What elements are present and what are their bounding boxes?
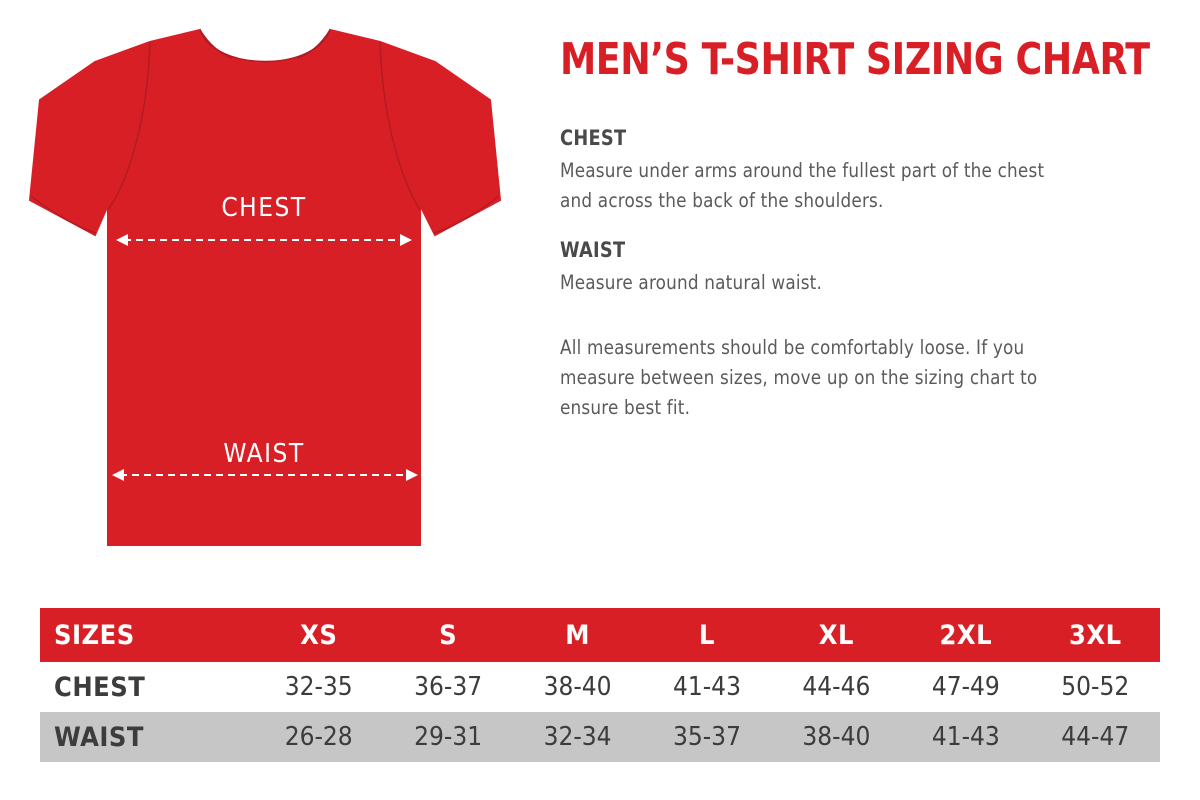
column-header-xl: XL [772, 608, 901, 662]
cell-chest-2xl: 47-49 [901, 662, 1030, 712]
column-header-xs: XS [254, 608, 383, 662]
general-note-block [560, 333, 1140, 424]
cell-waist-m: 32-34 [513, 712, 642, 762]
column-header-l: L [642, 608, 771, 662]
cell-waist-xs: 26-28 [254, 712, 383, 762]
waist-info-text: Measure around natural waist. [560, 271, 823, 295]
info-pane [540, 0, 1200, 600]
chest-info-text: Measure under arms around the fullest part of the chest and across the back of the shoulders. [560, 159, 1045, 213]
column-header-m: M [513, 608, 642, 662]
table-header-row [40, 608, 1160, 662]
chest-info-block [560, 126, 1140, 216]
row-label-chest: CHEST [40, 662, 254, 712]
cell-chest-m: 38-40 [513, 662, 642, 712]
cell-waist-l: 35-37 [642, 712, 771, 762]
cell-waist-2xl: 41-43 [901, 712, 1030, 762]
table-row [40, 662, 1160, 712]
tshirt-diagram [0, 0, 540, 590]
sizing-table [40, 608, 1160, 762]
cell-waist-s: 29-31 [383, 712, 512, 762]
column-header-sizes: SIZES [40, 608, 254, 662]
chest-info-heading: CHEST [560, 126, 627, 150]
cell-chest-3xl: 50-52 [1031, 662, 1160, 712]
cell-chest-xs: 32-35 [254, 662, 383, 712]
column-header-3xl: 3XL [1031, 608, 1160, 662]
sizing-table-head [40, 608, 1160, 662]
column-header-2xl: 2XL [901, 608, 1030, 662]
sizing-table-wrapper [40, 608, 1160, 762]
chest-measure-label: CHEST [221, 193, 307, 223]
tshirt-illustration-pane [0, 0, 540, 600]
column-header-s: S [383, 608, 512, 662]
waist-info-heading: WAIST [560, 238, 626, 263]
general-note-text: All measurements should be comfortably loose. If you measure between sizes, move up on the sizing chart to ensure best fit. [560, 335, 1038, 420]
table-row [40, 712, 1160, 762]
cell-waist-xl: 38-40 [772, 712, 901, 762]
page-title: MEN’S T-SHIRT SIZING CHART [560, 34, 1150, 85]
cell-chest-l: 41-43 [642, 662, 771, 712]
waist-measure-label: WAIST [223, 439, 305, 469]
cell-chest-xl: 44-46 [772, 662, 901, 712]
cell-chest-s: 36-37 [383, 662, 512, 712]
cell-waist-3xl: 44-47 [1031, 712, 1160, 762]
row-label-waist: WAIST [40, 712, 254, 762]
sizing-table-body [40, 662, 1160, 762]
waist-info-block [560, 238, 1140, 298]
